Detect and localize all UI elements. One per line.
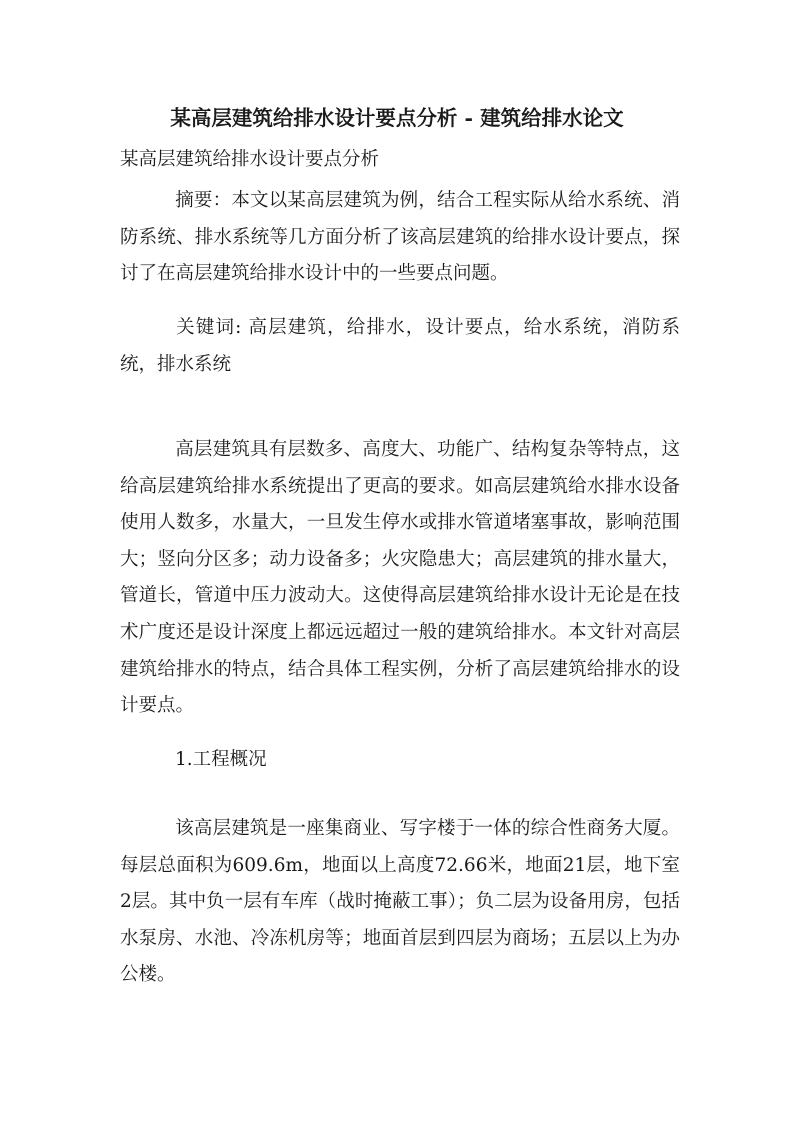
intro-text: 高层建筑具有层数多、高度大、功能广、结构复杂等特点，这给高层建筑给排水系统提出了更高的要求。如高层建筑给水排水设备使用人数多，水量大，一旦发生停水或排水管道堵塞事故，影响范围大；竖向分区多；动力设备多；火灾隐患大；高层建筑的排水量大，管道长，管道中压力波动大。这使得高层建筑给排水设计无论是在技术广度还是设计深度上都远远超过一般的建筑给排水。本文针对高层建筑给排水的特点，结合具体工程实例，分析了高层建筑给排水的设计要点。 [120, 439, 680, 717]
abstract-text: 摘要：本文以某高层建筑为例，结合工程实际从给水系统、消防系统、排水系统等几方面分析了该高层建筑的给排水设计要点，探讨了在高层建筑给排水设计中的一些要点问题。 [120, 190, 680, 284]
overview-paragraph [120, 811, 680, 994]
document-title: 某高层建筑给排水设计要点分析 - 建筑给排水论文 [170, 106, 624, 130]
section-heading [120, 742, 680, 779]
keywords-paragraph [120, 310, 680, 383]
document-subtitle: 某高层建筑给排水设计要点分析 [120, 149, 380, 170]
section-heading-text: 1.工程概况 [175, 749, 267, 770]
intro-paragraph [120, 432, 680, 725]
keywords-text: 关键词: 高层建筑，给排水，设计要点，给水系统，消防系统，排水系统 [120, 317, 680, 375]
overview-text: 该高层建筑是一座集商业、写字楼于一体的综合性商务大厦。每层总面积为609.6m，地面以上高度72.66米，地面21层，地下室2层。其中负一层有车库（战时掩蔽工事）；负二层为设备用房，包括水泵房、水池、冷冻机房等；地面首层到四层为商场；五层以上为办公楼。 [120, 818, 680, 986]
abstract-paragraph [120, 183, 680, 293]
